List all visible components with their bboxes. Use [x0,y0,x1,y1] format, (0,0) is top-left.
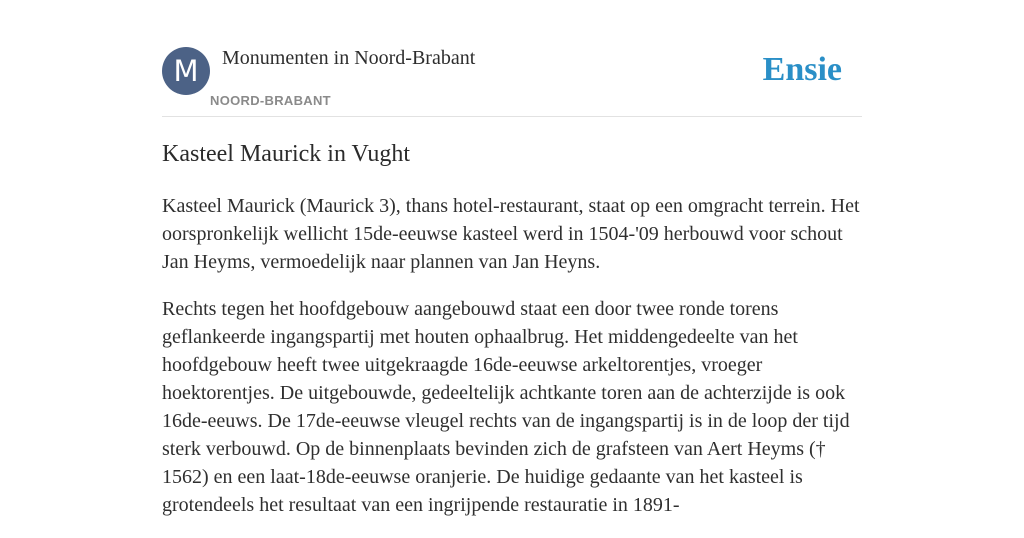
source-category-link[interactable]: NOORD-BRABANT [210,93,331,108]
article-paragraph: Kasteel Maurick (Maurick 3), thans hotel-restaurant, staat op een omgracht terrein. Het oorspronkelijk wellicht 15de-eeuwse kasteel werd in 1504-'09 herbouwd voor schout Jan Heyms, vermoedelijk naar plannen van Jan Heyns. [162,195,860,273]
page-content [162,0,862,516]
source-header [162,0,862,117]
article-title: Kasteel Maurick in Vught [162,141,411,167]
article-paragraph: Rechts tegen het hoofdgebouw aangebouwd staat een door twee ronde torens geflankeerde ingangspartij met houten ophaalbrug. Het middengedeelte van het hoofdgebouw heeft twee uitgekraagde 16de-eeuwse arkeltorentjes, vroeger hoektorentjes. De uitgebouwde, gedeeltelijk achtkante toren aan de achterzijde is ook 16de-eeuws. De 17de-eeuwse vleugel rechts van de ingangspartij is in de loop der tijd sterk verbouwd. Op de binnenplaats bevinden zich de grafsteen van Aert Heyms († 1562) en een laat-18de-eeuwse oranjerie. De huidige gedaante van het kasteel is grotendeels het resultaat van een ingrijpende restauratie in 1891- [162,298,850,516]
ensie-logo[interactable]: Ensie [762,51,842,88]
article-body [162,192,864,538]
source-avatar[interactable]: M [162,47,210,95]
source-title-link[interactable]: Monumenten in Noord-Brabant [222,47,476,69]
